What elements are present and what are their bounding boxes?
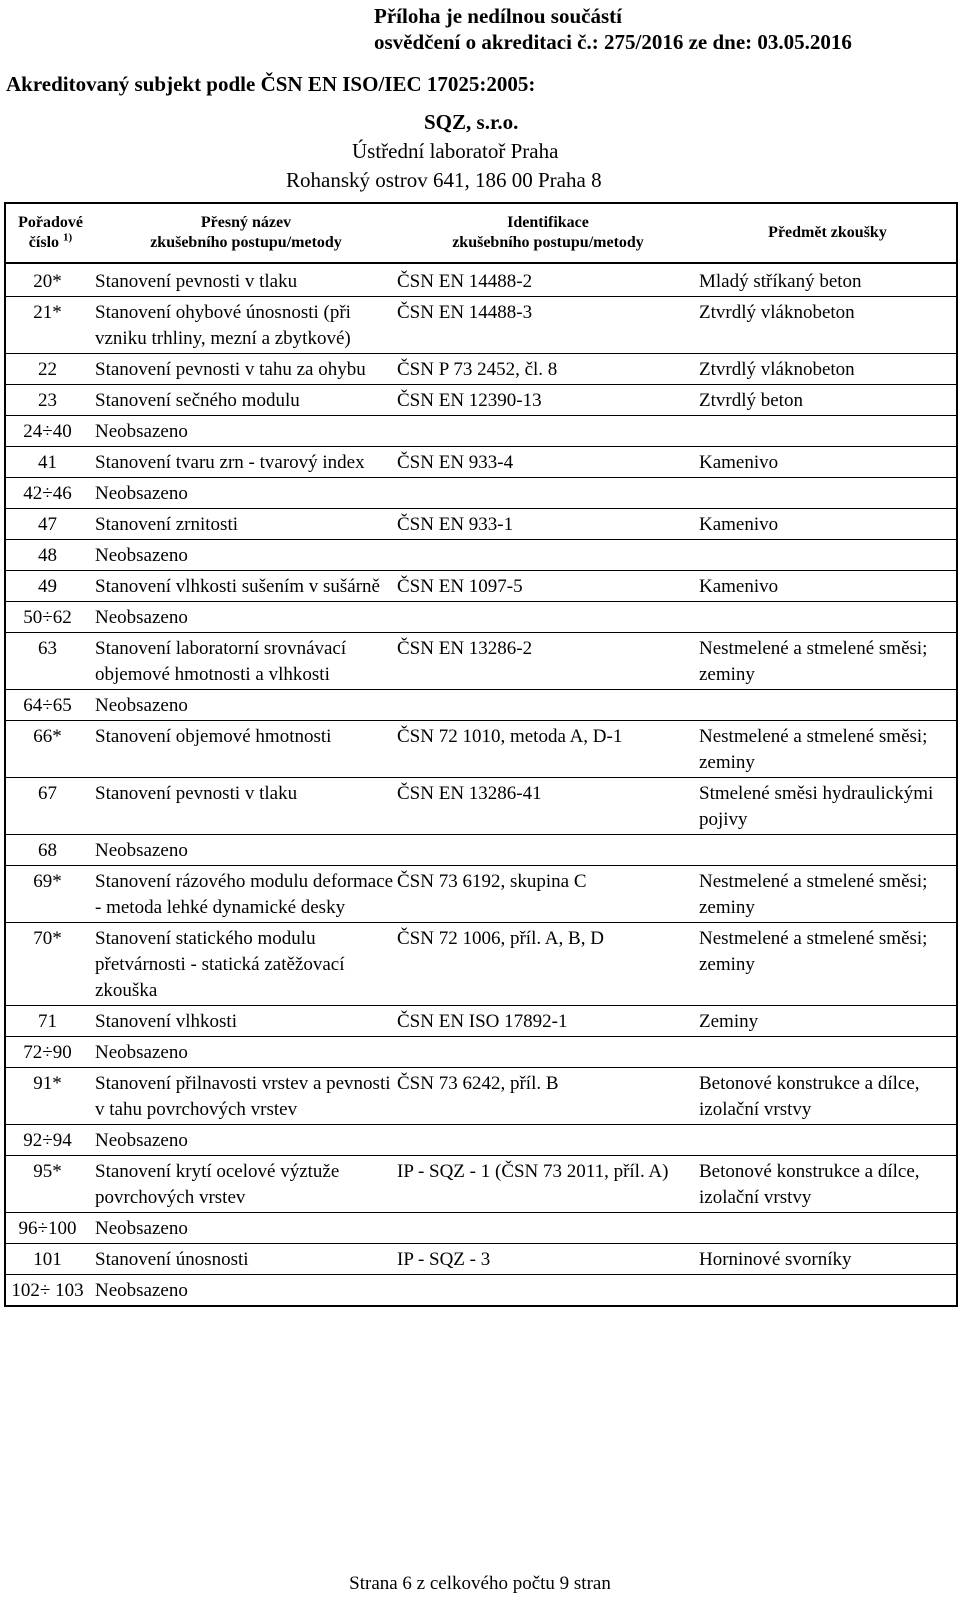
table-body	[5, 263, 957, 1306]
row-method-ident	[397, 690, 699, 721]
table-row	[5, 835, 957, 866]
row-order-number: 102÷ 103	[5, 1275, 95, 1307]
row-method-ident: ČSN EN 12390-13	[397, 385, 699, 416]
table-row	[5, 478, 957, 509]
table-row	[5, 1037, 957, 1068]
table-header-row	[5, 203, 957, 263]
row-method-name: Neobsazeno	[95, 1213, 397, 1244]
row-method-ident	[397, 835, 699, 866]
row-method-ident: ČSN EN 14488-3	[397, 297, 699, 354]
row-method-name: Stanovení tvaru zrn - tvarový index	[95, 447, 397, 478]
row-test-subject: Betonové konstrukce a dílce, izolační vrstvy	[699, 1156, 957, 1213]
laboratory-address: Rohanský ostrov 641, 186 00 Praha 8	[286, 168, 602, 192]
table-row	[5, 540, 957, 571]
column-header-method-ident-line1: Identifikace	[507, 214, 589, 231]
row-method-name: Stanovení sečného modulu	[95, 385, 397, 416]
row-order-number: 50÷62	[5, 602, 95, 633]
row-method-ident: ČSN EN 933-1	[397, 509, 699, 540]
row-order-number: 95*	[5, 1156, 95, 1213]
row-method-name: Stanovení pevnosti v tlaku	[95, 778, 397, 835]
row-method-name: Stanovení laboratorní srovnávací objemové hmotnosti a vlhkosti	[95, 633, 397, 690]
table-row	[5, 263, 957, 297]
row-method-ident: ČSN P 73 2452, čl. 8	[397, 354, 699, 385]
row-method-name: Stanovení rázového modulu deformace - metoda lehké dynamické desky	[95, 866, 397, 923]
row-method-ident	[397, 1125, 699, 1156]
organization-name: SQZ, s.r.o.	[424, 110, 519, 134]
row-test-subject	[699, 690, 957, 721]
table-row	[5, 923, 957, 1006]
table-row	[5, 1275, 957, 1307]
table-row	[5, 1125, 957, 1156]
row-method-name: Neobsazeno	[95, 602, 397, 633]
column-header-method-ident-line2: zkušebního postupu/metody	[452, 234, 644, 251]
table-row	[5, 1213, 957, 1244]
row-method-name: Stanovení ohybové únosnosti (při vzniku trhliny, mezní a zbytkové)	[95, 297, 397, 354]
row-method-ident: ČSN EN 13286-2	[397, 633, 699, 690]
row-method-ident: ČSN 73 6192, skupina C	[397, 866, 699, 923]
table-row	[5, 690, 957, 721]
row-order-number: 91*	[5, 1068, 95, 1125]
table-row	[5, 1006, 957, 1037]
column-header-order-number	[5, 203, 95, 263]
row-method-name: Stanovení vlhkosti sušením v sušárně	[95, 571, 397, 602]
row-order-number: 70*	[5, 923, 95, 1006]
row-method-name: Neobsazeno	[95, 416, 397, 447]
table-row	[5, 571, 957, 602]
row-method-ident: ČSN EN 14488-2	[397, 263, 699, 297]
row-method-name: Neobsazeno	[95, 540, 397, 571]
footnote-marker: 1)	[63, 231, 73, 244]
table-row	[5, 447, 957, 478]
row-order-number: 71	[5, 1006, 95, 1037]
row-test-subject: Kamenivo	[699, 571, 957, 602]
row-method-ident: IP - SQZ - 3	[397, 1244, 699, 1275]
table-row	[5, 1068, 957, 1125]
row-test-subject: Betonové konstrukce a dílce, izolační vrstvy	[699, 1068, 957, 1125]
column-header-order-number-line1: Pořadové	[18, 214, 83, 231]
table-row	[5, 297, 957, 354]
row-method-ident	[397, 602, 699, 633]
row-test-subject	[699, 835, 957, 866]
annex-note-line1: Příloha je nedílnou součástí	[374, 4, 622, 28]
row-test-subject	[699, 1037, 957, 1068]
row-test-subject	[699, 416, 957, 447]
row-test-subject	[699, 540, 957, 571]
table-row	[5, 354, 957, 385]
annex-note-line2: osvědčení o akreditaci č.: 275/2016 ze dne: 03.05.2016	[374, 30, 852, 54]
accredited-subject-heading: Akreditovaný subjekt podle ČSN EN ISO/IEC 17025:2005:	[6, 72, 536, 96]
row-test-subject: Zeminy	[699, 1006, 957, 1037]
row-test-subject: Nestmelené a stmelené směsi; zeminy	[699, 866, 957, 923]
row-test-subject: Nestmelené a stmelené směsi; zeminy	[699, 923, 957, 1006]
row-method-name: Stanovení zrnitosti	[95, 509, 397, 540]
row-method-name: Stanovení objemové hmotnosti	[95, 721, 397, 778]
table-row	[5, 778, 957, 835]
row-test-subject: Kamenivo	[699, 447, 957, 478]
row-order-number: 64÷65	[5, 690, 95, 721]
table-row	[5, 633, 957, 690]
row-method-name: Stanovení pevnosti v tahu za ohybu	[95, 354, 397, 385]
table-row	[5, 1244, 957, 1275]
column-header-test-subject	[699, 203, 957, 263]
table-row	[5, 602, 957, 633]
row-order-number: 24÷40	[5, 416, 95, 447]
row-method-name: Neobsazeno	[95, 835, 397, 866]
row-order-number: 66*	[5, 721, 95, 778]
column-header-method-name-line1: Přesný název	[200, 214, 292, 231]
row-method-ident: ČSN EN 933-4	[397, 447, 699, 478]
row-test-subject	[699, 1125, 957, 1156]
column-header-order-number-line2: číslo	[28, 234, 60, 251]
row-method-ident	[397, 478, 699, 509]
row-order-number: 49	[5, 571, 95, 602]
row-test-subject	[699, 602, 957, 633]
row-method-ident: ČSN 72 1010, metoda A, D-1	[397, 721, 699, 778]
row-method-name: Stanovení krytí ocelové výztuže povrchových vrstev	[95, 1156, 397, 1213]
row-order-number: 96÷100	[5, 1213, 95, 1244]
row-method-name: Stanovení přilnavosti vrstev a pevnosti v tahu povrchových vrstev	[95, 1068, 397, 1125]
table-row	[5, 416, 957, 447]
column-header-method-ident	[397, 203, 699, 263]
row-order-number: 22	[5, 354, 95, 385]
row-method-name: Neobsazeno	[95, 1125, 397, 1156]
row-test-subject: Nestmelené a stmelené směsi; zeminy	[699, 633, 957, 690]
row-method-name: Neobsazeno	[95, 1037, 397, 1068]
column-header-method-name-line2: zkušebního postupu/metody	[150, 234, 342, 251]
row-test-subject: Kamenivo	[699, 509, 957, 540]
row-method-ident: ČSN 73 6242, příl. B	[397, 1068, 699, 1125]
row-method-name: Neobsazeno	[95, 690, 397, 721]
row-method-ident	[397, 416, 699, 447]
row-test-subject: Ztvrdlý vláknobeton	[699, 354, 957, 385]
row-test-subject	[699, 1275, 957, 1307]
row-test-subject	[699, 478, 957, 509]
row-method-name: Stanovení statického modulu přetvárnosti - statická zatěžovací zkouška	[95, 923, 397, 1006]
table-row	[5, 721, 957, 778]
row-order-number: 41	[5, 447, 95, 478]
row-method-name: Stanovení únosnosti	[95, 1244, 397, 1275]
row-method-ident: IP - SQZ - 1 (ČSN 73 2011, příl. A)	[397, 1156, 699, 1213]
row-order-number: 72÷90	[5, 1037, 95, 1068]
row-order-number: 23	[5, 385, 95, 416]
row-order-number: 92÷94	[5, 1125, 95, 1156]
row-order-number: 68	[5, 835, 95, 866]
row-order-number: 48	[5, 540, 95, 571]
row-order-number: 42÷46	[5, 478, 95, 509]
column-header-method-name	[95, 203, 397, 263]
row-method-ident	[397, 1275, 699, 1307]
row-order-number: 69*	[5, 866, 95, 923]
row-test-subject: Ztvrdlý vláknobeton	[699, 297, 957, 354]
row-method-ident: ČSN EN ISO 17892-1	[397, 1006, 699, 1037]
row-method-name: Stanovení vlhkosti	[95, 1006, 397, 1037]
row-order-number: 67	[5, 778, 95, 835]
row-method-ident: ČSN EN 13286-41	[397, 778, 699, 835]
column-header-test-subject-label: Předmět zkoušky	[768, 224, 887, 241]
row-method-name: Stanovení pevnosti v tlaku	[95, 263, 397, 297]
row-test-subject: Horninové svorníky	[699, 1244, 957, 1275]
row-order-number: 101	[5, 1244, 95, 1275]
test-methods-table	[4, 202, 958, 1307]
row-order-number: 63	[5, 633, 95, 690]
row-test-subject: Stmelené směsi hydraulickými pojivy	[699, 778, 957, 835]
row-test-subject: Mladý stříkaný beton	[699, 263, 957, 297]
row-method-ident	[397, 1213, 699, 1244]
row-order-number: 21*	[5, 297, 95, 354]
row-method-ident: ČSN 72 1006, příl. A, B, D	[397, 923, 699, 1006]
row-test-subject: Ztvrdlý beton	[699, 385, 957, 416]
page-footer: Strana 6 z celkového počtu 9 stran	[349, 1573, 611, 1594]
table-row	[5, 385, 957, 416]
row-test-subject	[699, 1213, 957, 1244]
table-row	[5, 1156, 957, 1213]
row-method-ident	[397, 1037, 699, 1068]
row-method-name: Neobsazeno	[95, 1275, 397, 1307]
row-method-name: Neobsazeno	[95, 478, 397, 509]
row-order-number: 47	[5, 509, 95, 540]
row-order-number: 20*	[5, 263, 95, 297]
laboratory-name: Ústřední laboratoř Praha	[352, 139, 559, 163]
row-method-ident: ČSN EN 1097-5	[397, 571, 699, 602]
table-row	[5, 866, 957, 923]
row-test-subject: Nestmelené a stmelené směsi; zeminy	[699, 721, 957, 778]
row-method-ident	[397, 540, 699, 571]
table-row	[5, 509, 957, 540]
